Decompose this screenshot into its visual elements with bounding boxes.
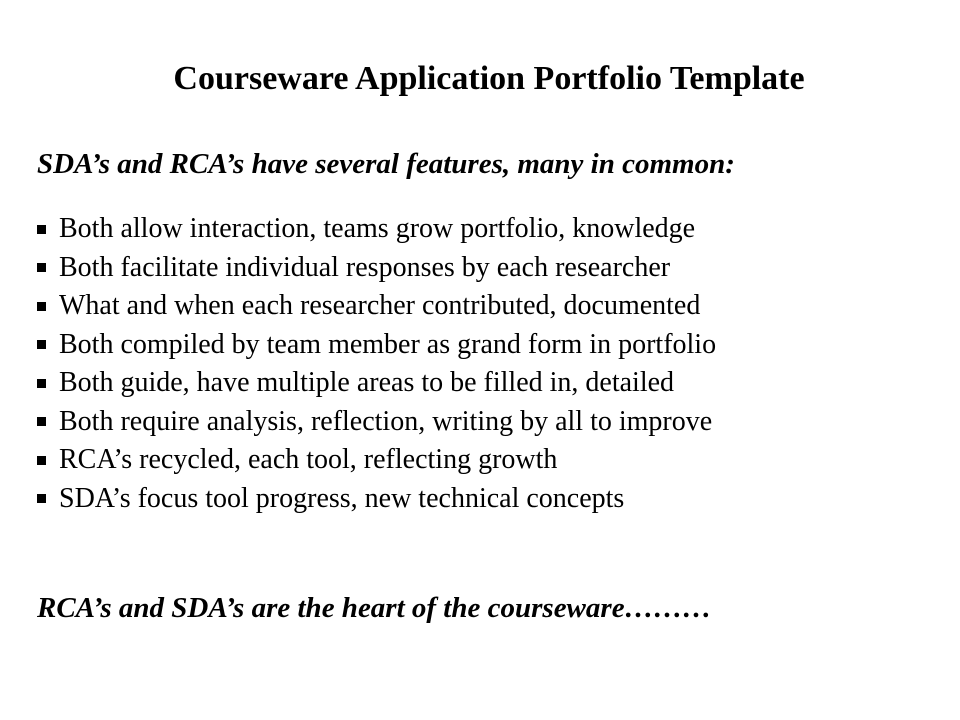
list-item bbox=[37, 364, 716, 403]
bullet-square-icon bbox=[37, 379, 46, 388]
list-item bbox=[37, 326, 716, 365]
bullet-square-icon bbox=[37, 263, 46, 272]
bullet-square-icon bbox=[37, 225, 46, 234]
list-item bbox=[37, 287, 716, 326]
page-title: Courseware Application Portfolio Template bbox=[173, 60, 805, 97]
list-item-text: Both facilitate individual responses by each researcher bbox=[59, 251, 671, 283]
list-item bbox=[37, 249, 716, 288]
bullet-square-icon bbox=[37, 494, 46, 503]
list-item-text: What and when each researcher contributed, documented bbox=[59, 290, 701, 322]
list-item-text: Both compiled by team member as grand form in portfolio bbox=[59, 328, 717, 360]
bullet-square-icon bbox=[37, 456, 46, 465]
list-item-text: SDA’s focus tool progress, new technical concepts bbox=[59, 482, 625, 514]
bullet-square-icon bbox=[37, 340, 46, 349]
subtitle: SDA’s and RCA’s have several features, many in common: bbox=[37, 148, 735, 180]
list-item-text: RCA’s recycled, each tool, reflecting growth bbox=[59, 444, 558, 476]
bullet-list bbox=[37, 210, 716, 518]
list-item bbox=[37, 403, 716, 442]
list-item bbox=[37, 480, 716, 519]
list-item-text: Both allow interaction, teams grow portfolio, knowledge bbox=[59, 213, 696, 245]
list-item-text: Both guide, have multiple areas to be filled in, detailed bbox=[59, 367, 675, 399]
list-item-text: Both require analysis, reflection, writing by all to improve bbox=[59, 405, 713, 437]
bullet-square-icon bbox=[37, 302, 46, 311]
bullet-square-icon bbox=[37, 417, 46, 426]
list-item bbox=[37, 441, 716, 480]
footer-statement: RCA’s and SDA’s are the heart of the courseware……… bbox=[37, 592, 712, 624]
list-item bbox=[37, 210, 716, 249]
